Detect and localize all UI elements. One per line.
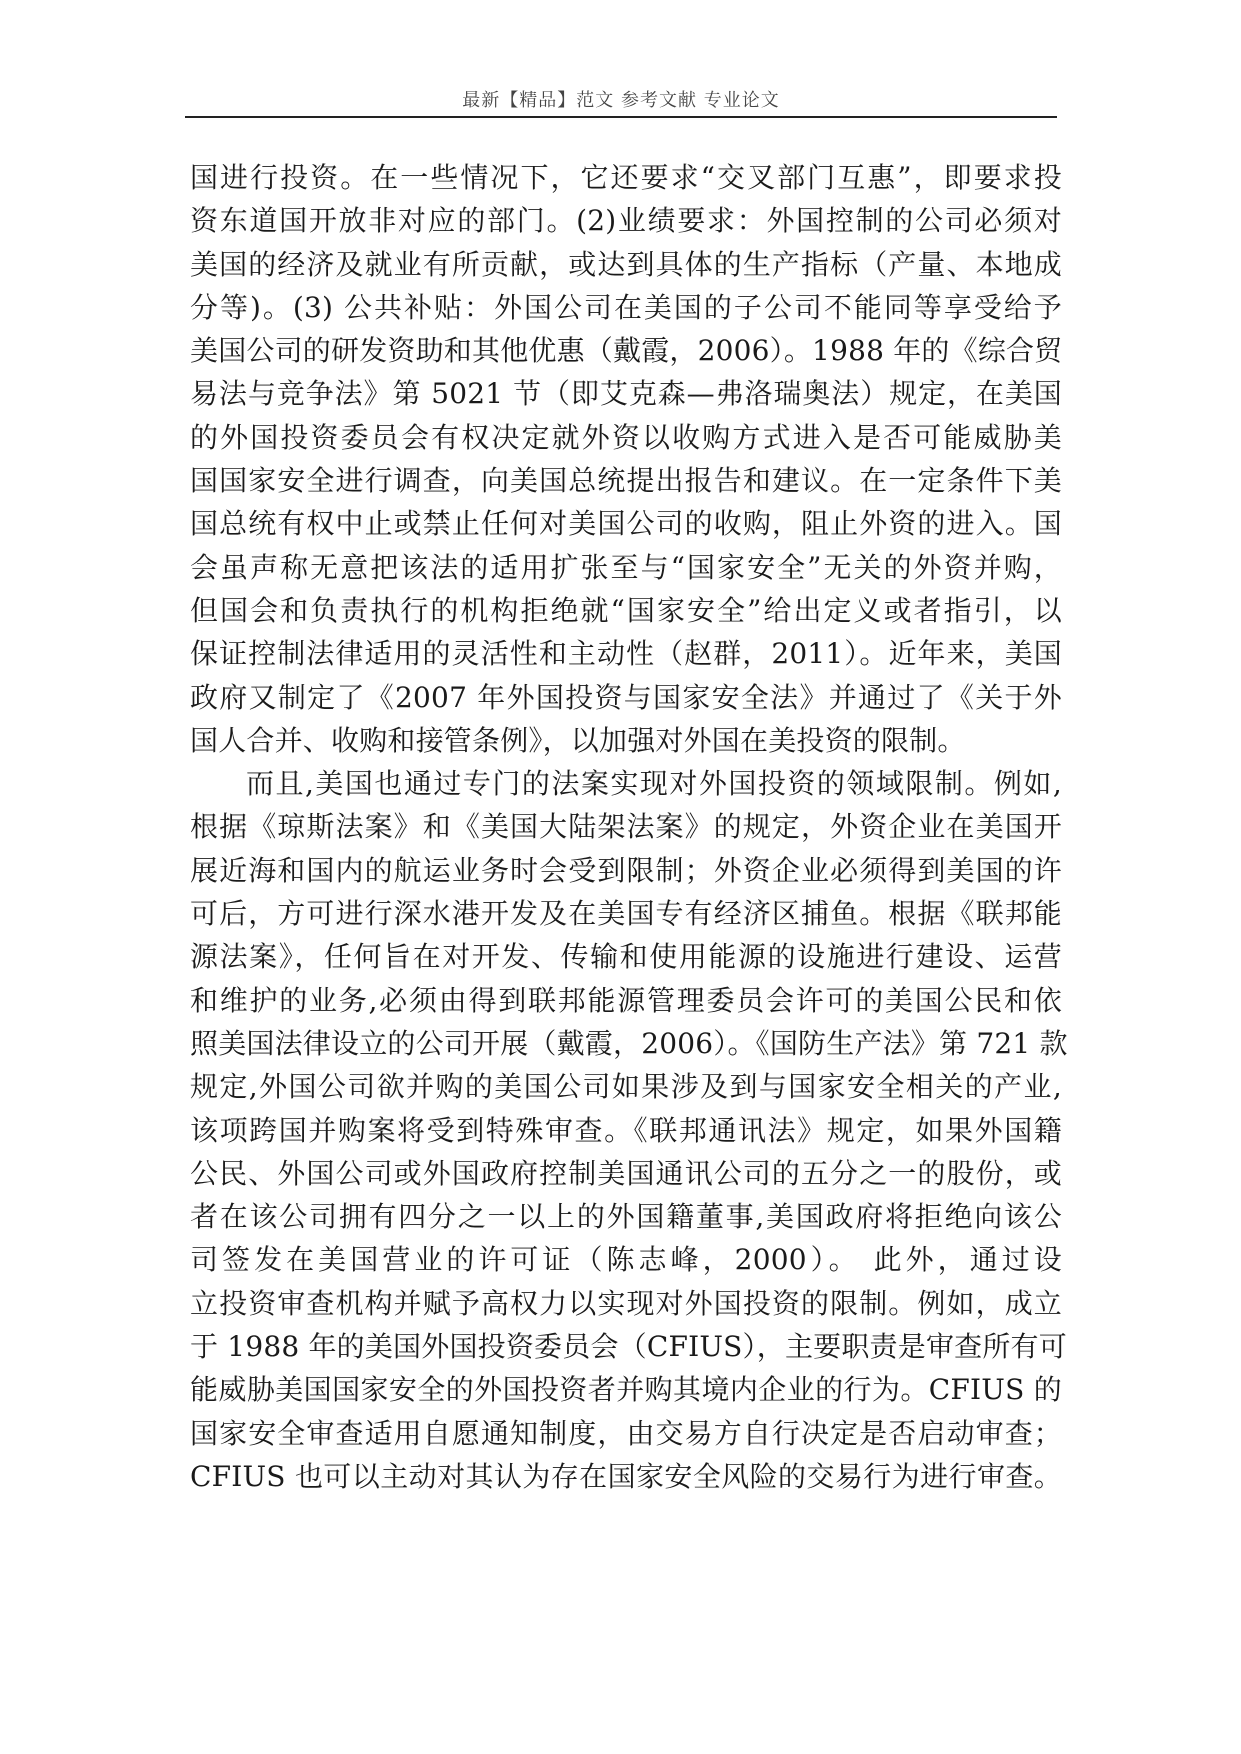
- text-line: 立投资审查机构并赋予高权力以实现对外国投资的限制。例如，成立: [190, 1286, 1062, 1320]
- text-line: 规定,外国公司欲并购的美国公司如果涉及到与国家安全相关的产业,: [190, 1070, 1062, 1104]
- text-line: 于 1988 年的美国外国投资委员会（CFIUS），主要职责是审查所有可: [190, 1330, 1067, 1364]
- text-line: 根据《琼斯法案》和《美国大陆架法案》的规定，外资企业在美国开: [190, 810, 1062, 844]
- page-header: 最新【精品】范文 参考文献 专业论文: [462, 90, 780, 111]
- text-line: 会虽声称无意把该法的适用扩张至与“国家安全”无关的外资并购，: [190, 550, 1062, 584]
- text-line: 美国的经济及就业有所贡献，或达到具体的生产指标（产量、本地成: [190, 247, 1062, 281]
- text-line: 保证控制法律适用的灵活性和主动性（赵群，2011）。近年来，美国: [190, 637, 1062, 671]
- text-line: 而且,美国也通过专门的法案实现对外国投资的领域限制。例如,: [246, 767, 1062, 801]
- text-line: 易法与竞争法》第 5021 节（即艾克森—弗洛瑞奥法）规定，在美国: [190, 377, 1062, 411]
- text-line: 国总统有权中止或禁止任何对美国公司的收购，阻止外资的进入。国: [190, 507, 1062, 541]
- text-line: 国国家安全进行调查，向美国总统提出报告和建议。在一定条件下美: [190, 464, 1062, 498]
- text-line: 展近海和国内的航运业务时会受到限制；外资企业必须得到美国的许: [190, 853, 1062, 887]
- text-line: 国人合并、收购和接管条例》，以加强对外国在美投资的限制。: [190, 723, 966, 757]
- body-text: [190, 156, 1068, 1498]
- text-line: 者在该公司拥有四分之一以上的外国籍董事,美国政府将拒绝向该公: [190, 1200, 1062, 1234]
- text-line: 的外国投资委员会有权决定就外资以收购方式进入是否可能威胁美: [190, 420, 1062, 454]
- text-line: 分等)。(3) 公共补贴：外国公司在美国的子公司不能同等享受给予: [190, 290, 1062, 324]
- text-line: 能威胁美国国家安全的外国投资者并购其境内企业的行为。CFIUS 的: [190, 1373, 1062, 1407]
- text-line: 照美国法律设立的公司开展（戴霞，2006）。《国防生产法》第 721 款: [190, 1026, 1068, 1060]
- text-line: 和维护的业务,必须由得到联邦能源管理委员会许可的美国公民和依: [190, 983, 1062, 1017]
- header-divider: [185, 116, 1057, 118]
- text-line: 该项跨国并购案将受到特殊审查。《联邦通讯法》规定，如果外国籍: [190, 1113, 1062, 1147]
- text-line: 但国会和负责执行的机构拒绝就“国家安全”给出定义或者指引，以: [190, 593, 1062, 627]
- text-line: 美国公司的研发资助和其他优惠（戴霞，2006）。1988 年的《综合贸: [190, 334, 1063, 368]
- text-line: CFIUS 也可以主动对其认为存在国家安全风险的交易行为进行审查。: [190, 1459, 1062, 1493]
- text-line: 司签发在美国营业的许可证（陈志峰，2000）。 此外，通过设: [190, 1243, 1062, 1277]
- text-line: 公民、外国公司或外国政府控制美国通讯公司的五分之一的股份，或: [190, 1156, 1062, 1190]
- text-line: 国家安全审查适用自愿通知制度，由交易方自行决定是否启动审查；: [190, 1416, 1062, 1450]
- text-line: 国进行投资。在一些情况下，它还要求“交叉部门互惠”，即要求投: [190, 161, 1062, 194]
- text-line: 资东道国开放非对应的部门。(2)业绩要求：外国控制的公司必须对: [190, 204, 1062, 238]
- text-line: 政府又制定了《2007 年外国投资与国家安全法》并通过了《关于外: [190, 680, 1062, 714]
- text-line: 可后，方可进行深水港开发及在美国专有经济区捕鱼。根据《联邦能: [190, 897, 1062, 931]
- text-line: 源法案》，任何旨在对开发、传输和使用能源的设施进行建设、运营: [190, 940, 1062, 974]
